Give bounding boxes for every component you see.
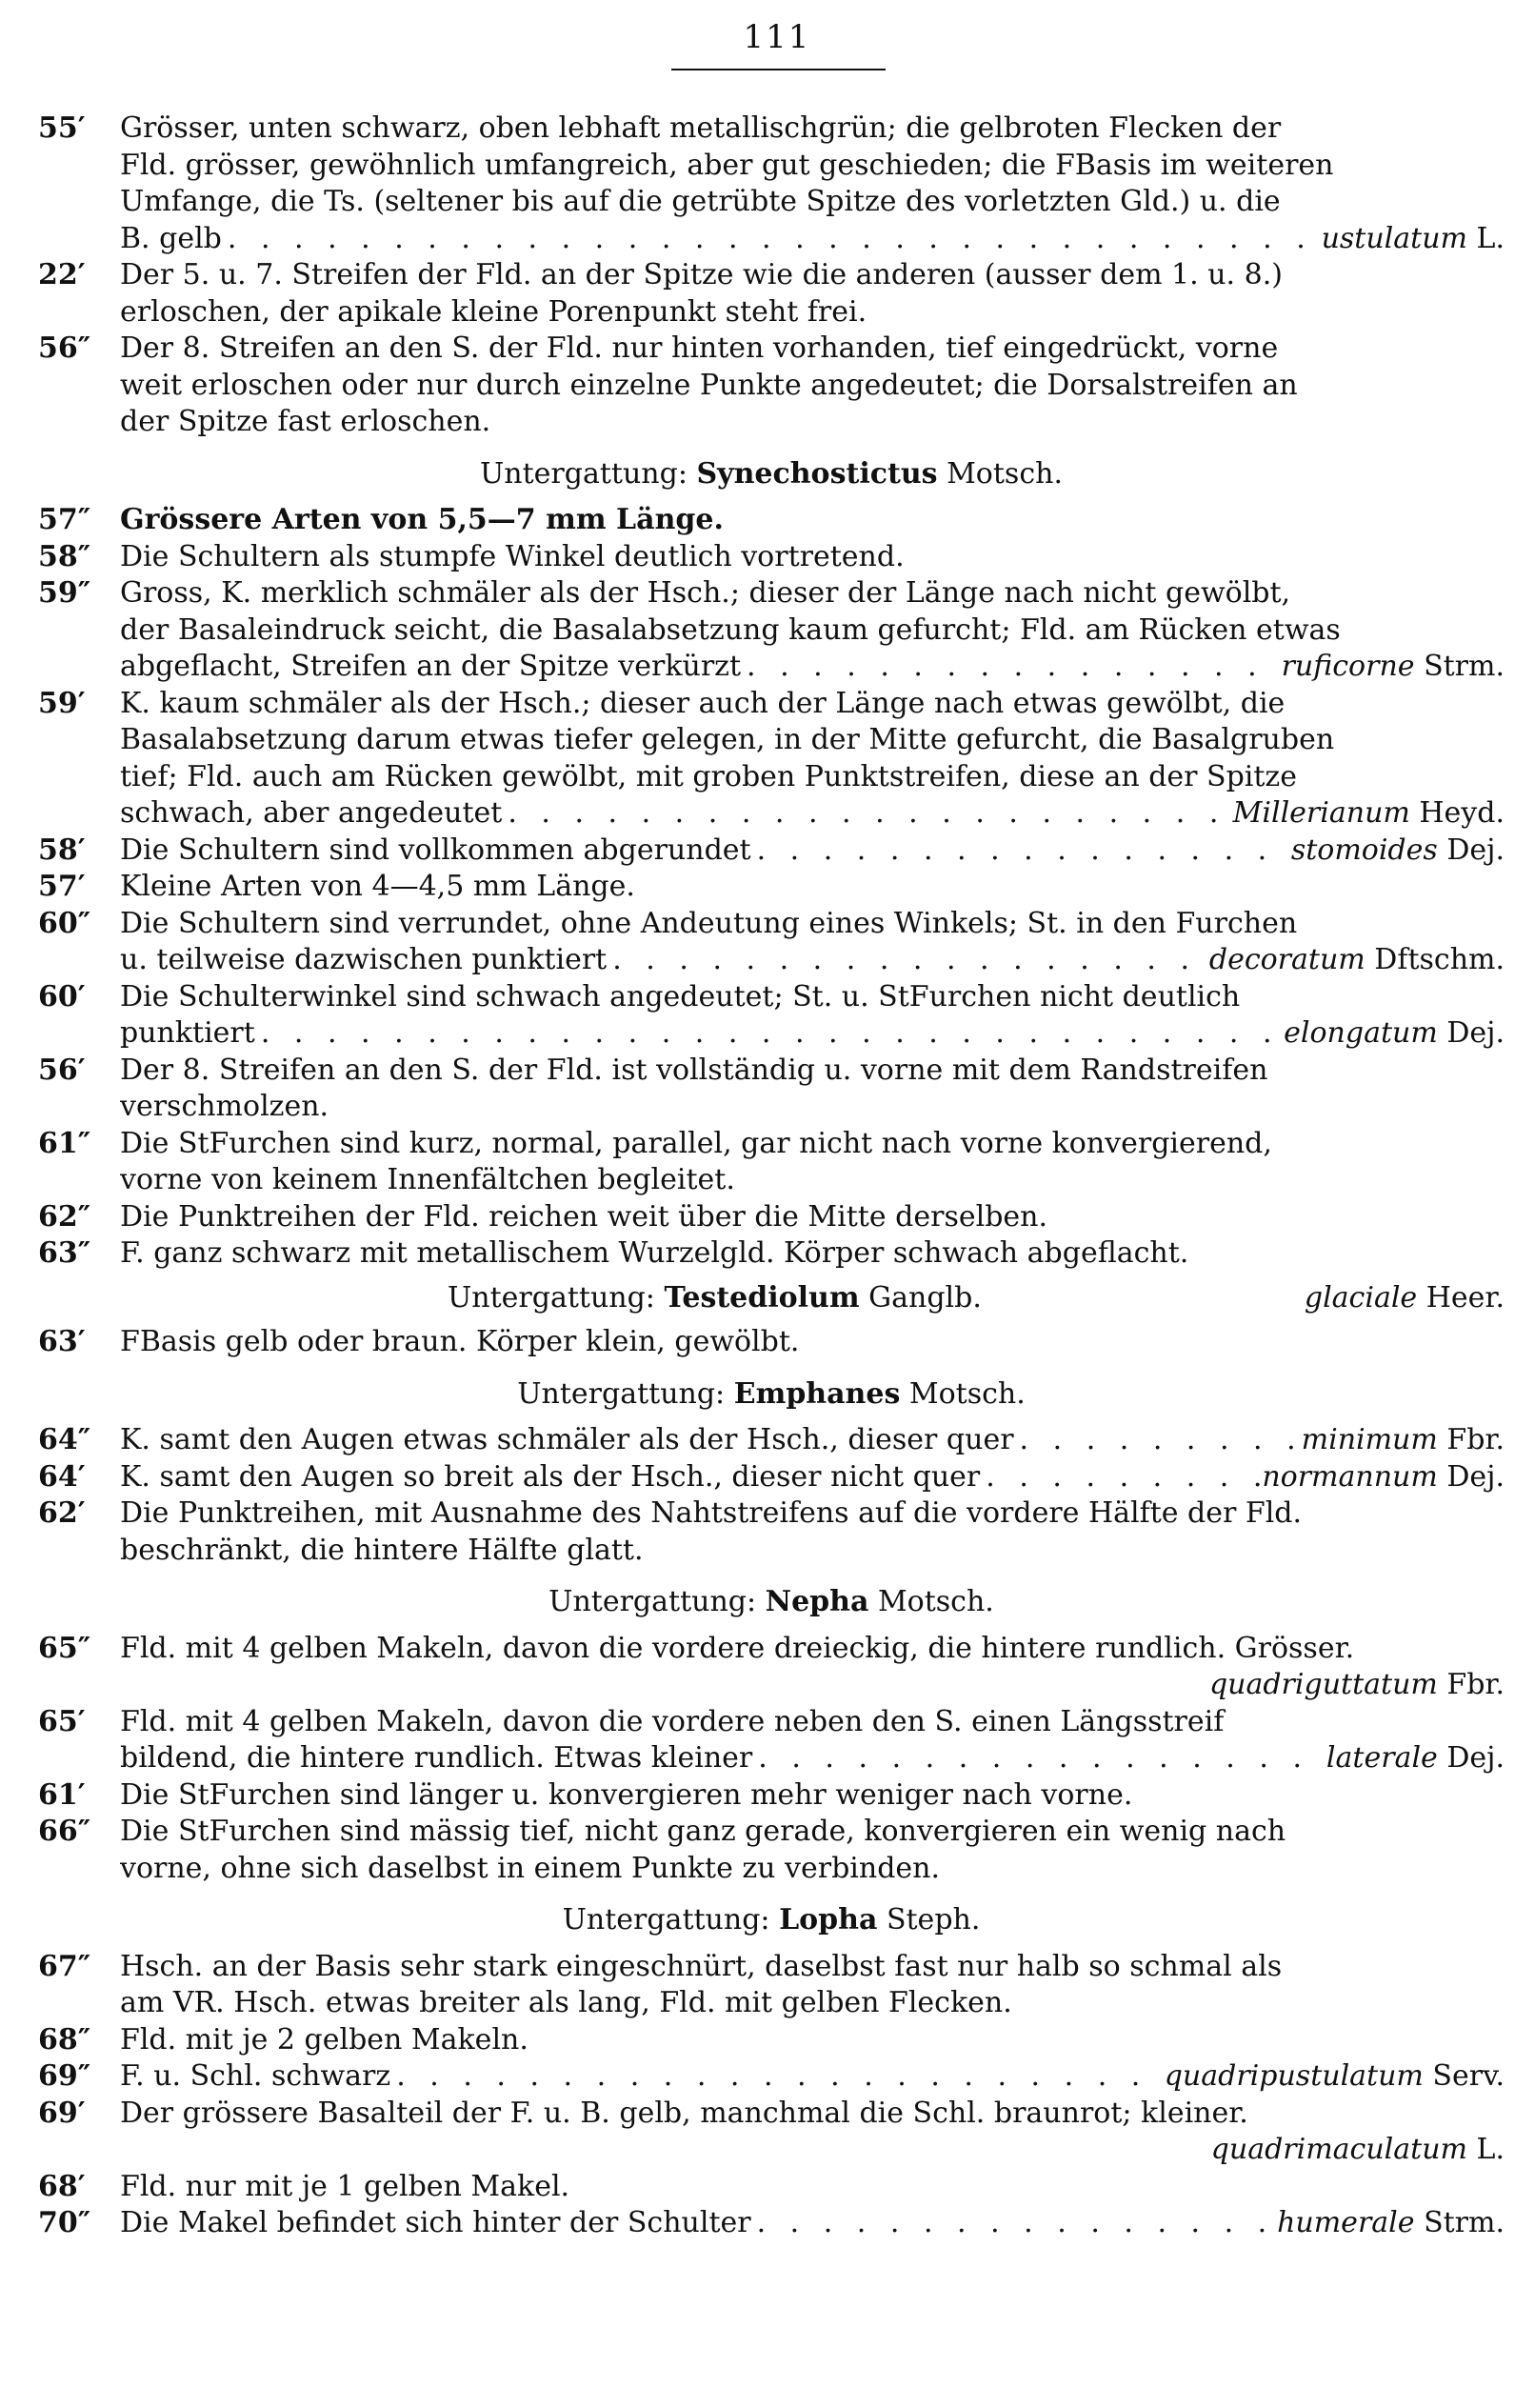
couplet-number: 63′ xyxy=(38,1325,86,1358)
key-entry-65b xyxy=(38,1704,1505,1777)
key-entry-69b xyxy=(38,2096,1505,2169)
text-line: Fld. mit 4 gelben Makeln, davon die vordere dreieckig, die hintere rundlich. Grösser. xyxy=(120,1631,1355,1665)
couplet-number: 61″ xyxy=(38,1126,91,1160)
subgenus-name: Synechostictus xyxy=(696,456,938,491)
text-line: Umfange, die Ts. (seltener bis auf die getrübte Spitze des vorletzten Gld.) u. die xyxy=(120,185,1281,218)
heading-prefix: Untergattung: xyxy=(517,1376,726,1411)
species-name: quadriguttatum xyxy=(1208,1668,1438,1701)
subgenus-author: Motsch. xyxy=(908,1376,1026,1411)
species-line xyxy=(120,2205,1505,2242)
key-entry-63a xyxy=(38,1235,1505,1273)
couplet-number: 57″ xyxy=(38,503,91,536)
subgenus-heading xyxy=(38,456,1505,493)
dot-leader xyxy=(752,1740,1326,1777)
subgenus-name: Emphanes xyxy=(733,1376,901,1411)
text-line: Der grössere Basalteil der F. u. B. gelb, manchmal die Schl. braunrot; kleiner. xyxy=(120,2096,1248,2130)
subgenus-name: Testediolum xyxy=(664,1280,860,1314)
key-entry-59b xyxy=(38,686,1505,833)
text-line: bildend, die hintere rundlich. Etwas kleiner xyxy=(120,1741,753,1775)
species-author: Dej. xyxy=(1446,833,1505,867)
species-name: laterale xyxy=(1326,1741,1438,1775)
couplet-number: 61′ xyxy=(38,1777,86,1812)
text-line: Fld. nur mit je 1 gelben Makel. xyxy=(120,2169,570,2203)
text-line: tief; Fld. auch am Rücken gewölbt, mit groben Punktstreifen, diese an der Spitze xyxy=(120,759,1297,793)
text-line: Der 8. Streifen an den S. der Fld. ist vollständig u. vorne mit dem Randstreifen xyxy=(120,1053,1268,1087)
species-line xyxy=(120,1740,1505,1777)
text-line: K. kaum schmäler als der Hsch.; dieser auch der Länge nach etwas gewölbt, die xyxy=(120,686,1286,720)
species-name: elongatum xyxy=(1284,1016,1438,1050)
key-entry-57a xyxy=(38,502,1505,539)
dot-leader xyxy=(1014,1422,1302,1459)
dot-leader xyxy=(607,942,1209,979)
couplet-number: 60″ xyxy=(38,906,91,940)
subgenus-author: Motsch. xyxy=(947,456,1063,491)
subgenus-heading xyxy=(38,1376,1505,1414)
dot-leader xyxy=(980,1459,1262,1496)
text-line: Die Schultern sind vollkommen abgerundet xyxy=(120,833,751,867)
couplet-number: 65″ xyxy=(38,1631,91,1665)
text-line: Fld. mit je 2 gelben Makeln. xyxy=(120,2022,528,2057)
species-line xyxy=(120,2058,1505,2096)
couplet-number: 66″ xyxy=(38,1815,91,1848)
species-name: decoratum xyxy=(1208,943,1366,976)
text-line: Die StFurchen sind kurz, normal, parallel, gar nicht nach vorne konvergierend, xyxy=(120,1126,1272,1160)
species-author: Dej. xyxy=(1446,1459,1505,1494)
text-line: vorne von keinem Innenfältchen begleitet. xyxy=(120,1163,735,1196)
subgenus-heading xyxy=(38,1584,1505,1621)
text-line: Die Makel befindet sich hinter der Schulter xyxy=(120,2206,751,2239)
key-entry-56a xyxy=(38,331,1505,441)
couplet-number: 68′ xyxy=(38,2169,86,2203)
page-number: 111 xyxy=(743,18,811,56)
couplet-number: 58″ xyxy=(38,539,91,573)
subgenus-heading xyxy=(38,1902,1505,1939)
couplet-number: 62′ xyxy=(38,1496,86,1530)
heading-prefix: Untergattung: xyxy=(480,456,688,491)
key-entry-63b xyxy=(38,1324,1505,1361)
text-line: Fld. mit 4 gelben Makeln, davon die vordere neben den S. einen Längsstreif xyxy=(120,1704,1225,1738)
text-line: K. samt den Augen so breit als der Hsch., dieser nicht quer xyxy=(120,1459,981,1494)
couplet-number: 69″ xyxy=(38,2059,91,2093)
key-entry-64a xyxy=(38,1422,1505,1459)
subgenus-name: Nepha xyxy=(765,1585,869,1618)
text-line: F. ganz schwarz mit metallischem Wurzelgld. Körper schwach abgeflacht. xyxy=(120,1236,1189,1270)
species-line xyxy=(120,649,1505,686)
text-line: punktiert xyxy=(120,1016,255,1050)
text-line: Gross, K. merklich schmäler als der Hsch.; dieser der Länge nach nicht gewölbt, xyxy=(120,576,1291,610)
species-author: Dej. xyxy=(1446,1741,1505,1775)
species-line xyxy=(120,221,1505,258)
couplet-number: 69′ xyxy=(38,2096,86,2130)
text-line: Fld. grösser, gewöhnlich umfangreich, aber gut geschieden; die FBasis im weiteren xyxy=(120,148,1334,182)
species-line xyxy=(120,1015,1505,1053)
text-line: der Basaleindruck seicht, die Basalabsetzung kaum gefurcht; Fld. am Rücken etwas xyxy=(120,612,1341,647)
text-line: verschmolzen. xyxy=(120,1090,329,1123)
text-line: Die Schulterwinkel sind schwach angedeutet; St. u. StFurchen nicht deutlich xyxy=(120,979,1241,1013)
text-line: Die Schultern sind verrundet, ohne Andeutung eines Winkels; St. in den Furchen xyxy=(120,906,1298,940)
text-line: Kleine Arten von 4—4,5 mm Länge. xyxy=(120,870,635,903)
text-line: Die Punktreihen, mit Ausnahme des Nahtstreifens auf die vordere Hälfte der Fld. xyxy=(120,1496,1303,1530)
key-entry-60b xyxy=(38,979,1505,1053)
text-line: Hsch. an der Basis sehr stark eingeschnürt, daselbst fast nur halb so schmal als xyxy=(120,1949,1283,1983)
subgenus-author: Steph. xyxy=(886,1903,981,1936)
species-author: Fbr. xyxy=(1446,1423,1505,1456)
couplet-number: 56′ xyxy=(38,1053,86,1087)
dot-leader xyxy=(255,1015,1284,1053)
text-line: Die StFurchen sind länger u. konvergieren mehr weniger nach vorne. xyxy=(120,1777,1133,1812)
key-entry-66a xyxy=(38,1814,1505,1887)
couplet-number: 59′ xyxy=(38,686,86,720)
subgenus-name: Lopha xyxy=(779,1903,878,1936)
key-entry-65a xyxy=(38,1631,1505,1704)
subgenus-author: Ganglb. xyxy=(868,1280,982,1314)
key-text xyxy=(38,110,1505,2242)
couplet-number: 22′ xyxy=(38,258,86,291)
dot-leader xyxy=(222,221,1322,258)
key-entry-61a xyxy=(38,1126,1505,1199)
species-name: glaciale xyxy=(1304,1280,1418,1314)
subgenus-heading xyxy=(38,1280,1505,1317)
dot-leader xyxy=(751,2205,1278,2242)
key-entry-60a xyxy=(38,906,1505,979)
species-name: stomoides xyxy=(1290,833,1438,867)
text-line: B. gelb xyxy=(120,221,222,255)
species-name: ruficorne xyxy=(1281,650,1415,683)
key-entry-58a xyxy=(38,539,1505,576)
species-author: Dej. xyxy=(1446,1016,1505,1050)
text-line: Die Punktreihen der Fld. reichen weit über die Mitte derselben. xyxy=(120,1199,1048,1234)
species-name: normannum xyxy=(1262,1459,1438,1494)
couplet-number: 65′ xyxy=(38,1704,86,1738)
species-author: Serv. xyxy=(1432,2059,1505,2093)
species-name: quadrimaculatum xyxy=(1210,2133,1467,2166)
text-line: vorne, ohne sich daselbst in einem Punkte zu verbinden. xyxy=(120,1851,941,1885)
species-author: Heyd. xyxy=(1419,796,1505,830)
species-line xyxy=(120,942,1505,979)
species-name: humerale xyxy=(1277,2206,1415,2239)
species-line xyxy=(120,833,1505,870)
header-rule xyxy=(671,69,886,70)
key-entry-57b xyxy=(38,869,1505,906)
species-name: ustulatum xyxy=(1321,221,1467,255)
couplet-number: 64″ xyxy=(38,1423,91,1456)
species-line xyxy=(120,1667,1505,1704)
species-line xyxy=(120,2132,1505,2169)
couplet-number: 55′ xyxy=(38,111,86,145)
couplet-number: 56″ xyxy=(38,331,91,365)
text-line: am VR. Hsch. etwas breiter als lang, Fld. mit gelben Flecken. xyxy=(120,1986,1012,2019)
heading-prefix: Untergattung: xyxy=(548,1585,757,1618)
key-entry-55b xyxy=(38,110,1505,257)
text-line: FBasis gelb oder braun. Körper klein, gewölbt. xyxy=(120,1325,800,1358)
couplet-number: 62″ xyxy=(38,1199,91,1234)
key-entry-70a xyxy=(38,2205,1505,2242)
text-line: F. u. Schl. schwarz xyxy=(120,2059,391,2093)
text-line: der Spitze fast erloschen. xyxy=(120,405,491,438)
text-line: beschränkt, die hintere Hälfte glatt. xyxy=(120,1533,644,1567)
text-line: u. teilweise dazwischen punktiert xyxy=(120,943,608,976)
text-line: Der 8. Streifen an den S. der Fld. nur hinten vorhanden, tief eingedrückt, vorne xyxy=(120,331,1279,365)
text-line: Die Schultern als stumpfe Winkel deutlich vortretend. xyxy=(120,539,905,573)
text-line: schwach, aber angedeutet xyxy=(120,796,503,830)
dot-leader xyxy=(741,649,1282,686)
subgenus-author: Motsch. xyxy=(877,1585,994,1618)
species-name: minimum xyxy=(1301,1423,1438,1456)
species-author: Strm. xyxy=(1424,650,1505,683)
text-line: Grösser, unten schwarz, oben lebhaft metallischgrün; die gelbroten Flecken der xyxy=(120,111,1282,145)
key-entry-68b xyxy=(38,2169,1505,2206)
text-line: abgeflacht, Streifen an der Spitze verkürzt xyxy=(120,650,742,683)
key-entry-22b xyxy=(38,257,1505,331)
heading-prefix: Untergattung: xyxy=(448,1280,655,1314)
key-entry-61b xyxy=(38,1777,1505,1815)
couplet-number: 59″ xyxy=(38,576,91,610)
species-author: Heer. xyxy=(1425,1280,1505,1314)
species-line xyxy=(120,795,1505,833)
couplet-number: 63″ xyxy=(38,1236,91,1270)
couplet-number: 67″ xyxy=(38,1949,91,1983)
couplet-number: 64′ xyxy=(38,1459,86,1494)
dot-leader xyxy=(751,833,1291,870)
species-name: Millerianum xyxy=(1232,796,1410,830)
key-entry-64b xyxy=(38,1459,1505,1496)
species-author: Dftschm. xyxy=(1374,943,1505,976)
key-entry-68a xyxy=(38,2022,1505,2059)
key-entry-62b xyxy=(38,1495,1505,1569)
species-author: L. xyxy=(1476,2133,1505,2166)
key-entry-59a xyxy=(38,575,1505,686)
species-line xyxy=(120,1459,1505,1496)
couplet-number: 60′ xyxy=(38,979,86,1013)
text-line: erloschen, der apikale kleine Porenpunkt steht frei. xyxy=(120,294,867,329)
species-name: quadripustulatum xyxy=(1164,2059,1424,2093)
key-entry-58b xyxy=(38,833,1505,870)
species-line xyxy=(120,1422,1505,1459)
text-line: weit erloschen oder nur durch einzelne Punkte angedeutet; die Dorsalstreifen an xyxy=(120,368,1298,402)
text-line: K. samt den Augen etwas schmäler als der Hsch., dieser quer xyxy=(120,1423,1014,1456)
couplet-number: 57′ xyxy=(38,870,86,903)
key-entry-67a xyxy=(38,1949,1505,2022)
dot-leader xyxy=(502,795,1232,833)
text-line: Der 5. u. 7. Streifen der Fld. an der Spitze wie die anderen (ausser dem 1. u. 8.) xyxy=(120,258,1283,291)
species-author: L. xyxy=(1476,221,1505,255)
key-entry-56b xyxy=(38,1053,1505,1126)
dot-leader xyxy=(390,2058,1165,2096)
text-line: Grössere Arten von 5,5—7 mm Länge. xyxy=(120,503,724,536)
couplet-number: 70″ xyxy=(38,2206,91,2239)
species-author: Fbr. xyxy=(1446,1668,1505,1701)
couplet-number: 68″ xyxy=(38,2022,91,2057)
text-line: Basalabsetzung darum etwas tiefer gelegen, in der Mitte gefurcht, die Basalgruben xyxy=(120,723,1335,756)
couplet-number: 58′ xyxy=(38,833,86,867)
key-entry-62a xyxy=(38,1199,1505,1236)
key-entry-69a xyxy=(38,2058,1505,2096)
heading-prefix: Untergattung: xyxy=(562,1903,770,1936)
text-line: Die StFurchen sind mässig tief, nicht ganz gerade, konvergieren ein wenig nach xyxy=(120,1815,1286,1848)
species-author: Strm. xyxy=(1424,2206,1505,2239)
